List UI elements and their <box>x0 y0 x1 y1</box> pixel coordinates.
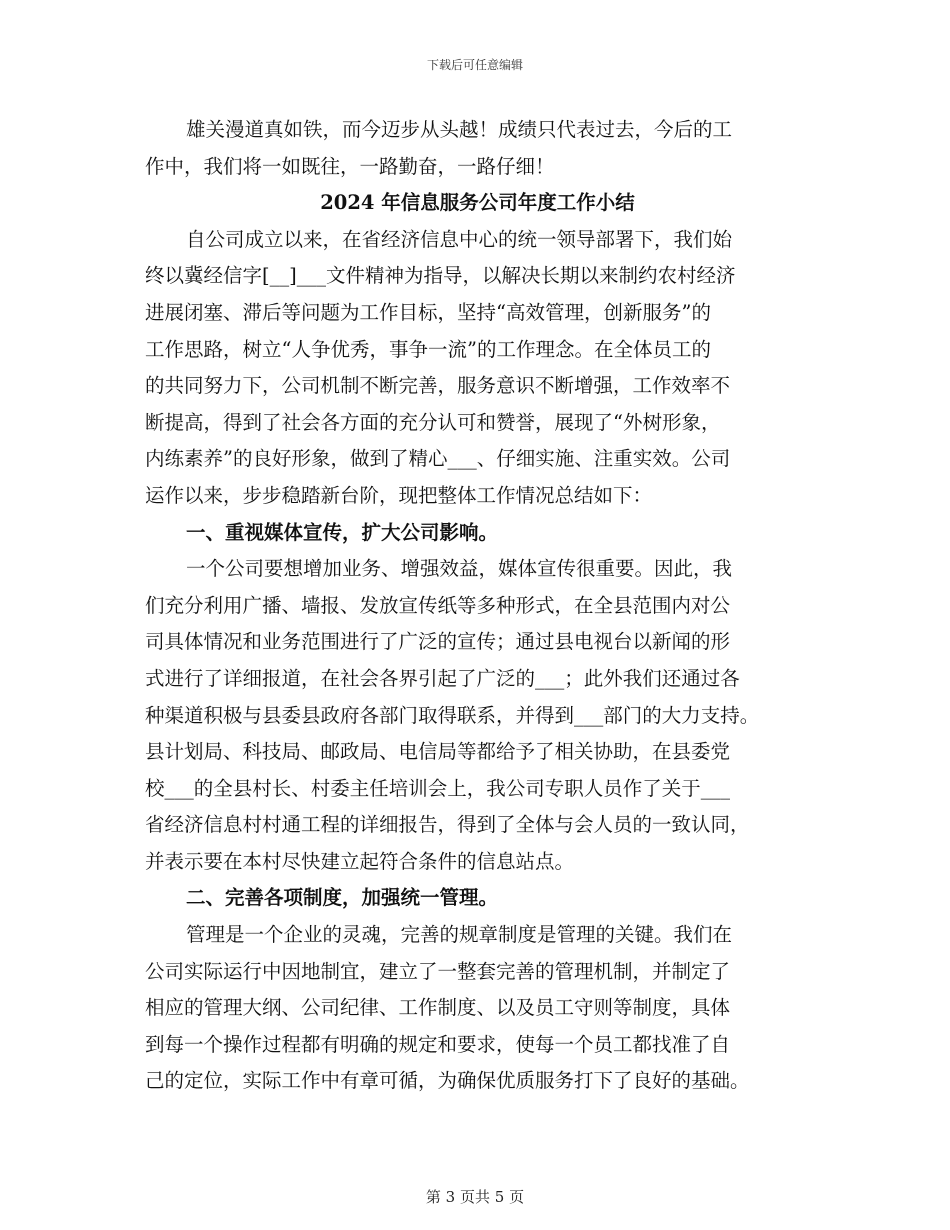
section-heading: 一、重视媒体宣传，扩大公司影响。 <box>186 520 499 544</box>
paragraph-line: 管理是一个企业的灵魂，完善的规章制度是管理的关键。我们在 <box>186 923 733 947</box>
paragraph-line: 县计划局、科技局、邮政局、电信局等都给予了相关协助，在县委党 <box>145 740 731 764</box>
paragraph-line: 一个公司要想增加业务、增强效益，媒体宣传很重要。因此，我 <box>186 557 733 581</box>
paragraph-line: 并表示要在本村尽快建立起符合条件的信息站点。 <box>145 849 575 873</box>
paragraph-line: 司具体情况和业务范围进行了广泛的宣传；通过县电视台以新闻的形 <box>145 630 731 654</box>
paragraph-line: 内练素养”的良好形象，做到了精心___、仔细实施、注重实效。公司 <box>145 447 731 471</box>
paragraph-line: 己的定位，实际工作中有章可循，为确保优质服务打下了良好的基础。 <box>145 1069 750 1093</box>
document-title: 2024 年信息服务公司年度工作小结 <box>320 191 635 215</box>
paragraph-line: 种渠道积极与县委县政府各部门取得联系，并得到___部门的大力支持。 <box>145 703 760 727</box>
paragraph-line: 们充分利用广播、墙报、发放宣传纸等多种形式，在全县范围内对公 <box>145 593 731 617</box>
paragraph-line: 省经济信息村村通工程的详细报告，得到了全体与会人员的一致认同， <box>145 813 750 837</box>
paragraph-line: 到每一个操作过程都有明确的规定和要求，使每一个员工都找准了自 <box>145 1032 731 1056</box>
paragraph-line: 自公司成立以来，在省经济信息中心的统一领导部署下，我们始 <box>186 227 733 251</box>
paragraph-line: 进展闭塞、滞后等问题为工作目标，坚持“高效管理，创新服务”的 <box>145 300 711 324</box>
page-footer: 第 3 页共 5 页 <box>425 1188 525 1206</box>
paragraph-line: 的共同努力下，公司机制不断完善，服务意识不断增强，工作效率不 <box>145 374 731 398</box>
paragraph-line: 断提高，得到了社会各方面的充分认可和赞誉，展现了“外树形象， <box>145 410 721 434</box>
paragraph-line: 公司实际运行中因地制宜，建立了一整套完善的管理机制，并制定了 <box>145 959 731 983</box>
paragraph-line: 工作思路，树立“人争优秀，事争一流”的工作理念。在全体员工的 <box>145 337 711 361</box>
page-header: 下载后可任意编辑 <box>426 58 523 72</box>
paragraph-line: 作中，我们将一如既往，一路勤奋，一路仔细！ <box>145 154 555 178</box>
paragraph-line: 相应的管理大纲、公司纪律、工作制度、以及员工守则等制度，具体 <box>145 996 731 1020</box>
paragraph-line: 校___的全县村长、村委主任培训会上，我公司专职人员作了关于___ <box>145 776 731 800</box>
paragraph-line: 终以冀经信字[__]___文件精神为指导，以解决长期以来制约农村经济 <box>145 264 736 288</box>
document-body <box>145 112 810 1100</box>
section-heading: 二、完善各项制度，加强统一管理。 <box>186 886 499 910</box>
paragraph-line: 运作以来，步步稳踏新台阶，现把整体工作情况总结如下： <box>145 483 653 507</box>
paragraph-line: 式进行了详细报道，在社会各界引起了广泛的___；此外我们还通过各 <box>145 666 740 690</box>
paragraph-line: 雄关漫道真如铁，而今迈步从头越！成绩只代表过去，今后的工 <box>186 118 733 141</box>
